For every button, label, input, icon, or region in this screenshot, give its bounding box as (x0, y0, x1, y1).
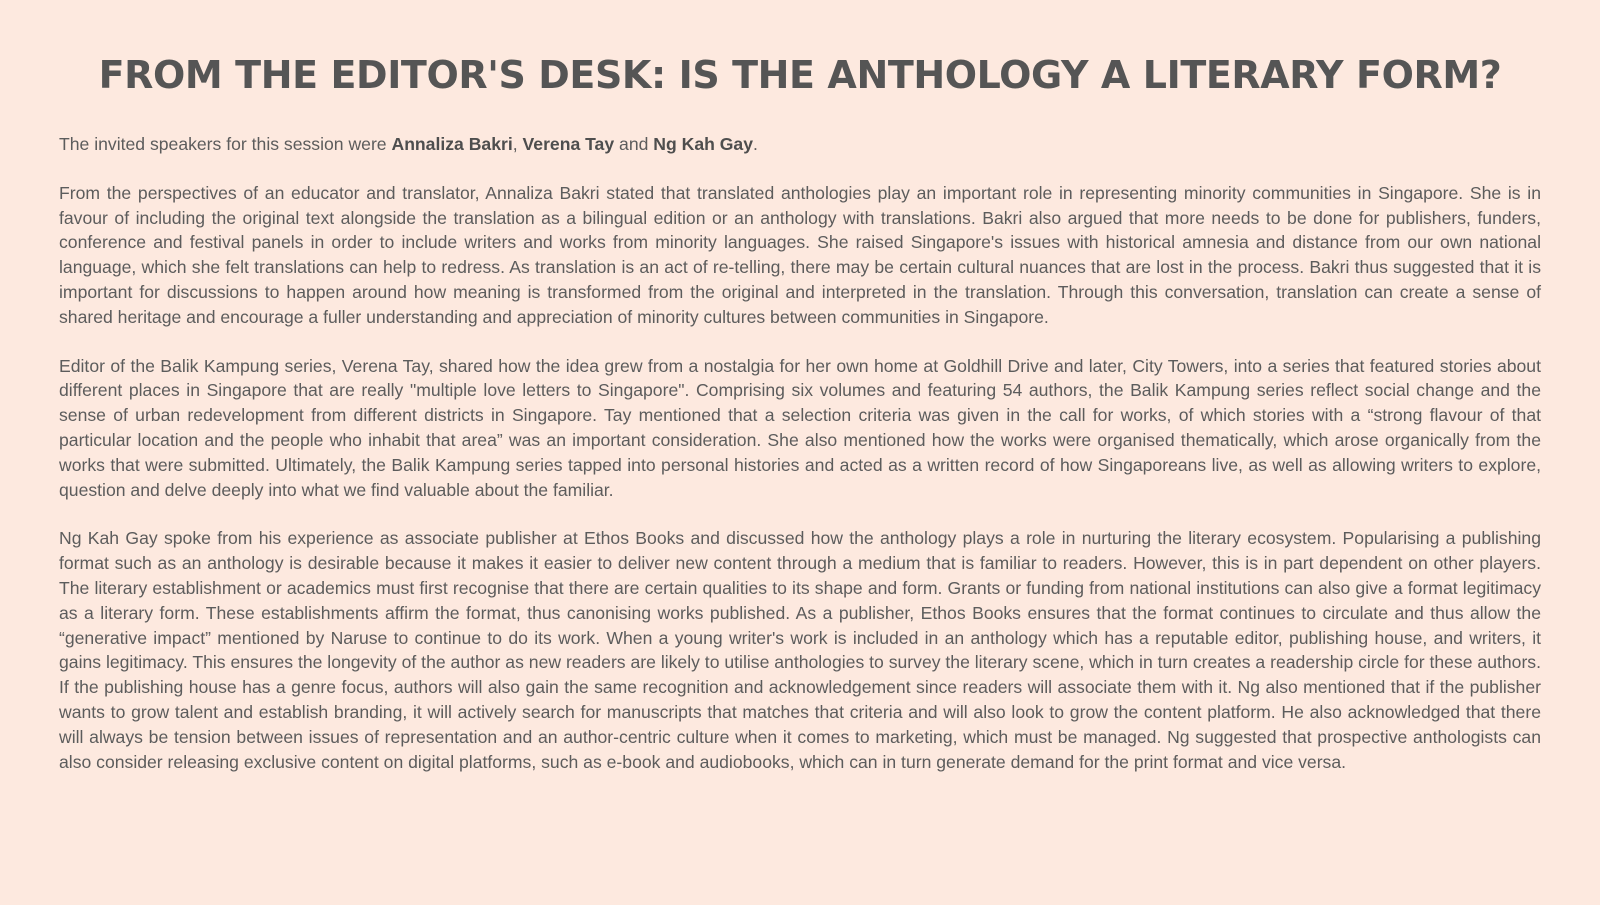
intro-paragraph (59, 132, 1541, 157)
speaker-ng-kah-gay: Ng Kah Gay (653, 134, 754, 154)
paragraph-annaliza-bakri: From the perspectives of an educator and translator, Annaliza Bakri stated that translated anthologies play an important role in representing minority communities in Singapore. She is in favour of including the original text alongside the translation as a bilingual edition or an anthology with translations. Bakri also argued that more needs to be done for publishers, funders, conference and festival panels in order to include writers and works from minority languages. She raised Singapore's issues with historical amnesia and distance from our own national language, which she felt translations can help to redress. As translation is an act of re-telling, there may be certain cultural nuances that are lost in the process. Bakri thus suggested that it is important for discussions to happen around how meaning is transformed from the original and interpreted in the translation. Through this conversation, translation can create a sense of shared heritage and encourage a fuller understanding and appreciation of minority cultures between communities in Singapore. (59, 182, 1541, 327)
intro-separator-1: , (512, 134, 523, 154)
speaker-verena-tay: Verena Tay (522, 134, 615, 154)
speaker-annaliza-bakri: Annaliza Bakri (391, 134, 513, 154)
intro-suffix: . (753, 134, 758, 154)
paragraph-ng-kah-gay: Ng Kah Gay spoke from his experience as associate publisher at Ethos Books and discussed how the anthology plays a role in nurturing the literary ecosystem. Popularising a publishing format such as an anthology is desirable because it makes it easier to deliver new content through a medium that is familiar to readers. However, this is in part dependent on other players. The literary establishment or academics must first recognise that there are certain qualities to its shape and form. Grants or funding from national institutions can also give a format legitimacy as a literary form. These establishments affirm the format, thus canonising works published. As a publisher, Ethos Books ensures that the format continues to circulate and thus allow the “generative impact” mentioned by Naruse to continue to do its work. When a young writer's work is included in an anthology which has a reputable editor, publishing house, and writers, it gains legitimacy. This ensures the longevity of the author as new readers are likely to utilise anthologies to survey the literary scene, which in turn creates a readership circle for these authors. If the publishing house has a genre focus, authors will also gain the same recognition and acknowledgement since readers will associate them with it. Ng also mentioned that if the publisher wants to grow talent and establish branding, it will actively search for manuscripts that matches that criteria and will also look to grow the content platform. He also acknowledged that there will always be tension between issues of representation and an author-centric culture when it comes to marketing, which must be managed. Ng suggested that prospective anthologists can also consider releasing exclusive content on digital platforms, such as e-book and audiobooks, which can in turn generate demand for the print format and vice versa. (59, 528, 1541, 772)
paragraph-verena-tay: Editor of the Balik Kampung series, Verena Tay, shared how the idea grew from a nostalgia for her own home at Goldhill Drive and later, City Towers, into a series that featured stories about different places in Singapore that are really "multiple love letters to Singapore". Comprising six volumes and featuring 54 authors, the Balik Kampung series reflect social change and the sense of urban redevelopment from different districts in Singapore. Tay mentioned that a selection criteria was given in the call for works, of which stories with a “strong flavour of that particular location and the people who inhabit that area” was an important consideration. She also mentioned how the works were organised thematically, which arose organically from the works that were submitted. Ultimately, the Balik Kampung series tapped into personal histories and acted as a written record of how Singaporeans live, as well as allowing writers to explore, question and delve deeply into what we find valuable about the familiar. (59, 355, 1541, 500)
intro-prefix: The invited speakers for this session were (59, 134, 392, 154)
intro-separator-2: and (614, 134, 654, 154)
page-title: FROM THE EDITOR'S DESK: IS THE ANTHOLOGY A LITERARY FORM? (98, 53, 1502, 97)
